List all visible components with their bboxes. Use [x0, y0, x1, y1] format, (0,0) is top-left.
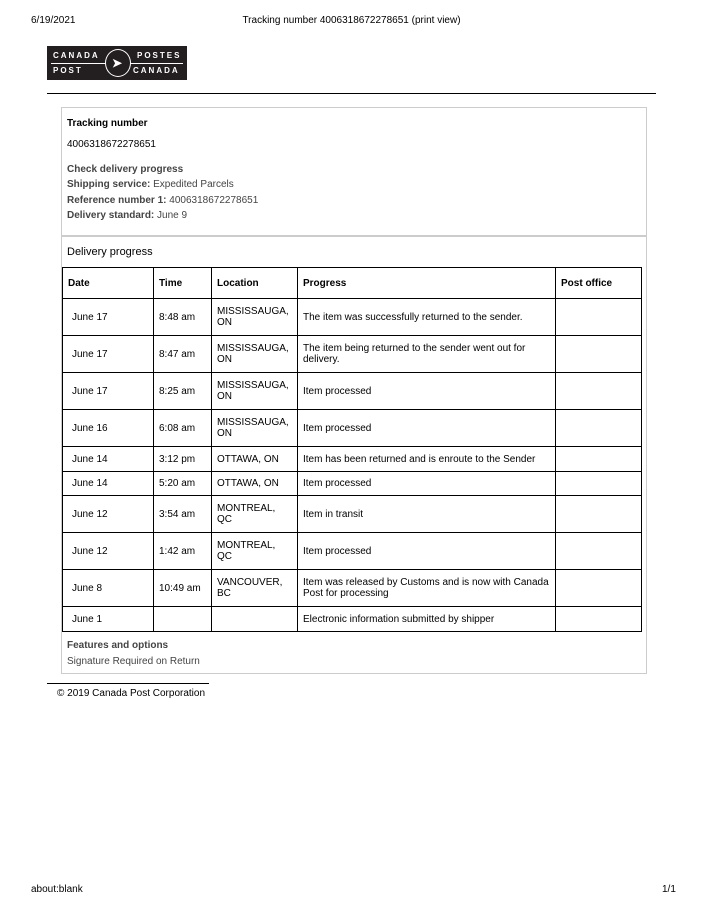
cell-post-office	[556, 533, 642, 570]
header-progress: Progress	[298, 268, 556, 299]
cell-post-office	[556, 447, 642, 472]
table-row	[63, 607, 642, 632]
cell-progress: Electronic information submitted by shipper	[298, 607, 556, 632]
cell-post-office	[556, 496, 642, 533]
header-divider	[47, 93, 656, 94]
cell-date: June 14	[63, 447, 154, 472]
cell-progress: Item has been returned and is enroute to the Sender	[298, 447, 556, 472]
header-date: Date	[63, 268, 154, 299]
table-row	[63, 472, 642, 496]
delivery-standard: Delivery standard: June 9	[67, 210, 188, 221]
canada-post-logo: CANADA POST POSTES CANADA ➤	[47, 46, 187, 80]
tracking-summary	[61, 107, 647, 236]
cell-location: MISSISSAUGA, ON	[212, 373, 298, 410]
cell-progress: Item was released by Customs and is now with Canada Post for processing	[298, 570, 556, 607]
table-row	[63, 336, 642, 373]
cell-date: June 12	[63, 496, 154, 533]
footer-divider	[47, 683, 209, 684]
cell-time: 8:47 am	[154, 336, 212, 373]
header-post-office: Post office	[556, 268, 642, 299]
cell-location: MISSISSAUGA, ON	[212, 299, 298, 336]
cell-post-office	[556, 373, 642, 410]
features-title: Features and options	[67, 640, 169, 651]
cell-post-office	[556, 299, 642, 336]
tracking-label: Tracking number	[67, 118, 148, 129]
cell-time	[154, 607, 212, 632]
cell-post-office	[556, 570, 642, 607]
copyright: © 2019 Canada Post Corporation	[57, 688, 206, 699]
tracking-number: 4006318672278651	[67, 139, 156, 150]
header-time: Time	[154, 268, 212, 299]
print-page-number: 1/1	[662, 884, 676, 895]
cell-date: June 14	[63, 472, 154, 496]
table-row	[63, 533, 642, 570]
cell-time: 8:25 am	[154, 373, 212, 410]
print-date: 6/19/2021	[31, 15, 76, 26]
cell-progress: Item processed	[298, 533, 556, 570]
cell-location: VANCOUVER, BC	[212, 570, 298, 607]
cell-post-office	[556, 607, 642, 632]
cell-time: 3:12 pm	[154, 447, 212, 472]
cell-location: MONTREAL, QC	[212, 533, 298, 570]
cell-time: 1:42 am	[154, 533, 212, 570]
feature-item: Signature Required on Return	[67, 656, 200, 667]
cell-post-office	[556, 336, 642, 373]
cell-time: 6:08 am	[154, 410, 212, 447]
cell-location: MISSISSAUGA, ON	[212, 336, 298, 373]
cell-location: MISSISSAUGA, ON	[212, 410, 298, 447]
print-url: about:blank	[31, 884, 83, 895]
table-row	[63, 447, 642, 472]
cell-progress: The item being returned to the sender went out for delivery.	[298, 336, 556, 373]
cell-date: June 17	[63, 373, 154, 410]
cell-post-office	[556, 410, 642, 447]
cell-time: 3:54 am	[154, 496, 212, 533]
cell-progress: The item was successfully returned to the sender.	[298, 299, 556, 336]
cell-time: 10:49 am	[154, 570, 212, 607]
cell-time: 8:48 am	[154, 299, 212, 336]
delivery-progress-title: Delivery progress	[67, 246, 153, 258]
cell-location: OTTAWA, ON	[212, 447, 298, 472]
cell-time: 5:20 am	[154, 472, 212, 496]
cell-location	[212, 607, 298, 632]
header-location: Location	[212, 268, 298, 299]
eagle-icon: ➤	[105, 49, 131, 77]
cell-date: June 1	[63, 607, 154, 632]
print-title: Tracking number 4006318672278651 (print view)	[242, 15, 461, 26]
table-row	[63, 570, 642, 607]
cell-location: OTTAWA, ON	[212, 472, 298, 496]
table-row	[63, 373, 642, 410]
cell-date: June 16	[63, 410, 154, 447]
cell-date: June 17	[63, 299, 154, 336]
cell-date: June 17	[63, 336, 154, 373]
cell-progress: Item processed	[298, 373, 556, 410]
cell-progress: Item in transit	[298, 496, 556, 533]
table-row	[63, 496, 642, 533]
table-row	[63, 299, 642, 336]
cell-date: June 12	[63, 533, 154, 570]
reference-number: Reference number 1: 4006318672278651	[67, 195, 259, 206]
cell-progress: Item processed	[298, 472, 556, 496]
cell-date: June 8	[63, 570, 154, 607]
delivery-progress-table	[62, 267, 642, 632]
shipping-service: Shipping service: Expedited Parcels	[67, 179, 234, 190]
table-row	[63, 410, 642, 447]
check-progress-link[interactable]: Check delivery progress	[67, 164, 184, 175]
cell-post-office	[556, 472, 642, 496]
cell-location: MONTREAL, QC	[212, 496, 298, 533]
cell-progress: Item processed	[298, 410, 556, 447]
